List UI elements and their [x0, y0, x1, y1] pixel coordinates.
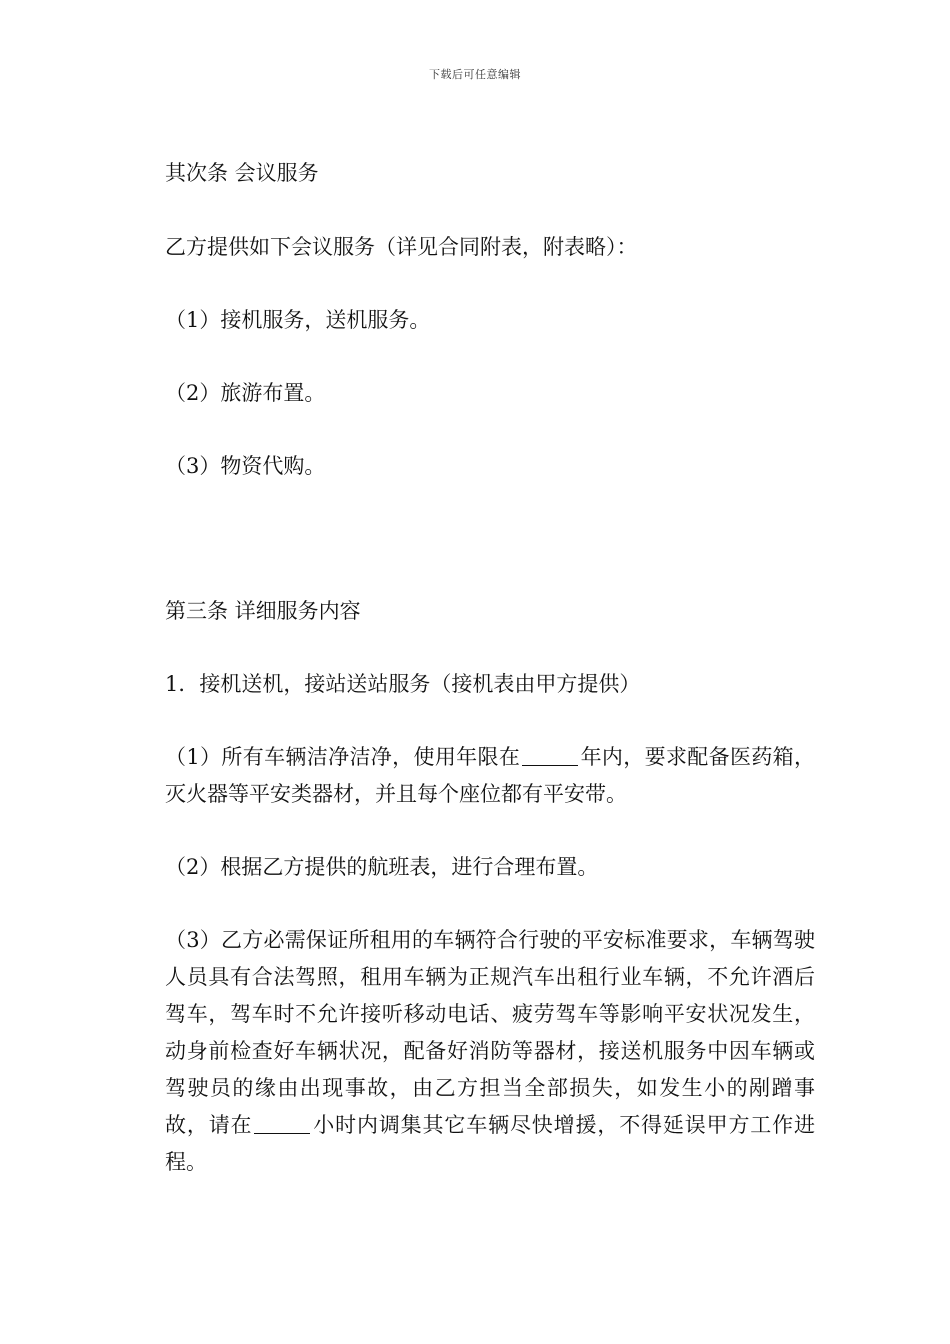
- section-3-subtitle: 1．接机送机，接站送站服务（接机表由甲方提供）: [165, 672, 641, 696]
- service-item-1: （1）接机服务，送机服务。: [165, 308, 431, 332]
- section-title-3: 第三条 详细服务内容: [165, 599, 361, 623]
- service-item-2: （2）旅游布置。: [165, 381, 326, 405]
- service-item-3: （3）物资代购。: [165, 454, 326, 478]
- clause-3-text-b: 小时内调集其它车辆尽快增援，不得延误甲方工作进程。: [165, 1113, 816, 1174]
- section-title-2: 其次条 会议服务: [165, 161, 319, 185]
- fill-in-blank-hours[interactable]: [254, 1113, 310, 1134]
- clause-1-text-a: （1）所有车辆洁净洁净，使用年限在: [165, 745, 521, 769]
- clause-paragraph-1: [165, 739, 815, 813]
- clause-1-text-b: 年内，要求配备医药箱，灭火器等平安类器材，并且每个座位都有平安带。: [165, 745, 816, 806]
- clause-paragraph-3: [165, 922, 815, 1181]
- section-2-intro: 乙方提供如下会议服务（详见合同附表，附表略）：: [165, 235, 638, 259]
- fill-in-blank-years[interactable]: [522, 745, 578, 766]
- clause-paragraph-2: （2）根据乙方提供的航班表，进行合理布置。: [165, 855, 599, 879]
- clause-3-text-a: （3）乙方必需保证所租用的车辆符合行驶的平安标准要求，车辆驾驶人员具有合法驾照，租用车辆为正规汽车出租行业车辆，不允许酒后驾车，驾车时不允许接听移动电话、疲劳驾车等影响平安状况发生，动身前检查好车辆状况，配备好消防等器材，接送机服务中因车辆或驾驶员的缘由出现事故，由乙方担当全部损失，如发生小的剐蹭事故，请在: [165, 928, 815, 1137]
- header-note: 下载后可任意编辑: [429, 68, 521, 81]
